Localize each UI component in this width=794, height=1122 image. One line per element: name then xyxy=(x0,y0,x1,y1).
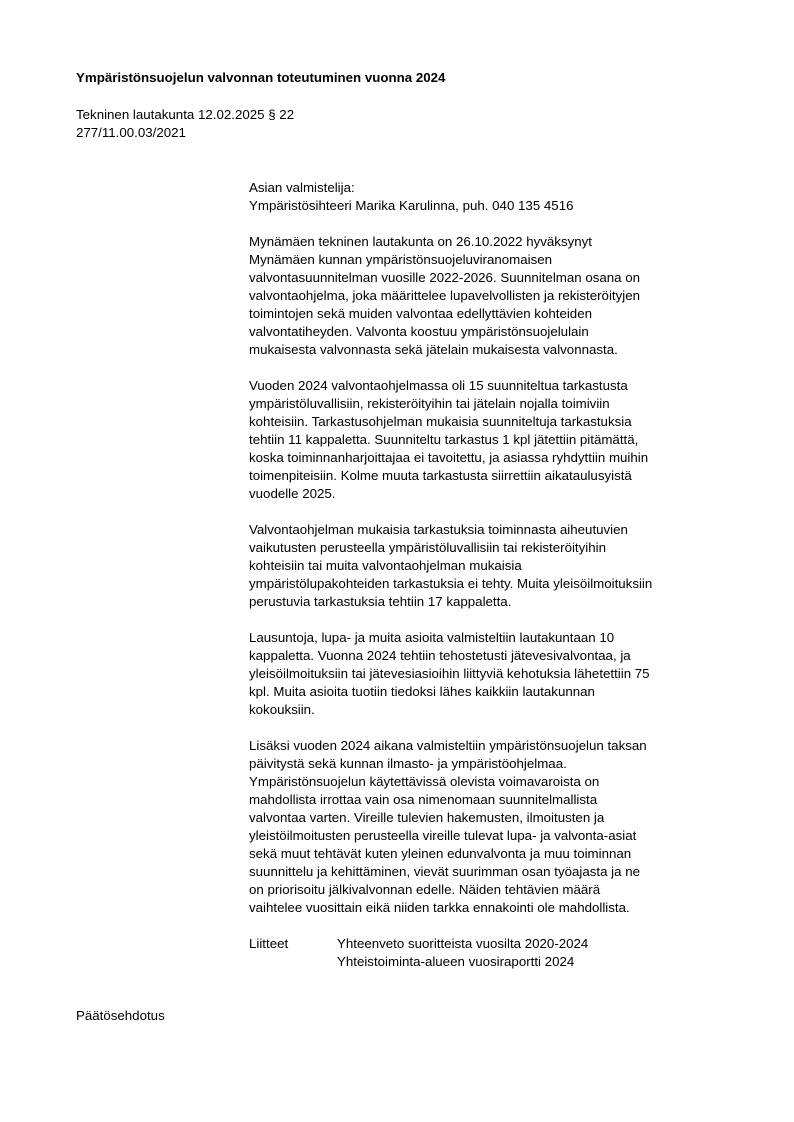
attachments-list xyxy=(337,935,588,971)
paragraph-line: kohteisiin. Tarkastusohjelman mukaisia suunniteltuja tarkastuksia xyxy=(249,414,632,429)
preparer-label: Asian valmistelija: xyxy=(249,180,355,195)
paragraph-line: valvontasuunnitelman vuosille 2022-2026. Suunnitelman osana on xyxy=(249,270,641,285)
paragraph-3 xyxy=(249,521,739,611)
paragraph-line: on priorisoitu jälkivalvonnan edelle. Näiden tehtävien määrä xyxy=(249,882,601,897)
paragraph-line: ympäristölupakohteiden tarkastuksia ei tehty. Muita yleisöilmoituksiin xyxy=(249,576,653,591)
paragraph-line: Mynämäen tekninen lautakunta on 26.10.2022 hyväksynyt xyxy=(249,234,592,249)
meeting-meta xyxy=(76,106,294,142)
attachment-item: Yhteenveto suoritteista vuosilta 2020-2024 xyxy=(337,936,589,951)
attachment-item: Yhteistoiminta-alueen vuosiraportti 2024 xyxy=(337,954,575,969)
paragraph-line: kohteisiin tai muita valvontaohjelman mukaisia xyxy=(249,558,522,573)
paragraph-line: ympäristöluvallisiin, rekisteröityihin tai jätelain nojalla toimiviin xyxy=(249,396,610,411)
paragraph-line: perustuvia tarkastuksia tehtiin 17 kappaletta. xyxy=(249,594,512,609)
paragraph-line: koska toiminnanharjoittajaa ei tavoitettu, ja asiassa ryhdyttiin muihin xyxy=(249,450,649,465)
paragraph-line: toimintojen sekä muiden valvontaa edellyttävien kohteiden xyxy=(249,306,592,321)
paragraph-line: tehtiin 11 kappaletta. Suunniteltu tarkastus 1 kpl jätettiin pitämättä, xyxy=(249,432,639,447)
paragraph-line: Lausuntoja, lupa- ja muita asioita valmisteltiin lautakuntaan 10 xyxy=(249,630,615,645)
paragraph-line: kokouksiin. xyxy=(249,702,315,717)
attachments xyxy=(249,935,739,971)
paragraph-line: Ympäristönsuojelun käytettävissä olevista voimavaroista on xyxy=(249,774,600,789)
paragraph-line: vaikutusten perusteella ympäristöluvallisiin tai rekisteröityihin xyxy=(249,540,606,555)
paragraph-4 xyxy=(249,629,739,719)
paragraph-line: yleisöilmoituksiin tai jätevesiasioihin liittyviä kehotuksia lähetettiin 75 xyxy=(249,666,650,681)
paragraph-line: Valvontaohjelman mukaisia tarkastuksia toiminnasta aiheutuvien xyxy=(249,522,628,537)
paragraph-line: vuodelle 2025. xyxy=(249,486,336,501)
paragraph-line: suunnittelu ja kehittäminen, vievät suurimman osan työajasta ja ne xyxy=(249,864,640,879)
paragraph-line: vaihtelee vuosittain eikä niiden tarkka ennakointi ole mahdollista. xyxy=(249,900,630,915)
paragraph-line: valvontatiheyden. Valvonta koostuu ympäristönsuojelulain xyxy=(249,324,589,339)
paragraph-line: yleistöilmoitusten perusteella vireille tulevat lupa- ja valvonta-asiat xyxy=(249,828,637,843)
decision-heading: Päätösehdotus xyxy=(76,1008,165,1023)
paragraph-2 xyxy=(249,377,739,503)
meeting-reference: Tekninen lautakunta 12.02.2025 § 22 xyxy=(76,107,295,122)
paragraph-line: kappaletta. Vuonna 2024 tehtiin tehostetusti jätevesivalvontaa, ja xyxy=(249,648,631,663)
paragraph-line: Vuoden 2024 valvontaohjelmassa oli 15 suunniteltua tarkastusta xyxy=(249,378,628,393)
paragraph-line: Lisäksi vuoden 2024 aikana valmisteltiin ympäristönsuojelun taksan xyxy=(249,738,647,753)
paragraph-5 xyxy=(249,737,739,917)
paragraph-line: kpl. Muita asioita tuotiin tiedoksi lähes kaikkiin lautakunnan xyxy=(249,684,595,699)
paragraph-1 xyxy=(249,233,739,359)
paragraph-line: toimenpiteisiin. Kolme muuta tarkastusta siirrettiin aikataulusyistä xyxy=(249,468,632,483)
paragraph-line: valvontaohjelma, joka määrittelee lupavelvollisten ja rekisteröityjen xyxy=(249,288,640,303)
paragraph-line: sekä muut tehtävät kuten yleinen edunvalvonta ja muu toiminnan xyxy=(249,846,632,861)
document-body xyxy=(249,179,739,971)
case-number: 277/11.00.03/2021 xyxy=(76,125,186,140)
paragraph-line: päivitystä sekä kunnan ilmasto- ja ympäristöohjelmaa. xyxy=(249,756,567,771)
paragraph-line: Mynämäen kunnan ympäristönsuojeluviranomaisen xyxy=(249,252,553,267)
paragraph-line: mukaisesta valvonnasta sekä jätelain mukaisesta valvonnasta. xyxy=(249,342,618,357)
preparer-name: Ympäristösihteeri Marika Karulinna, puh. 040 135 4516 xyxy=(249,198,574,213)
document-title: Ympäristönsuojelun valvonnan toteutuminen vuonna 2024 xyxy=(76,70,446,85)
paragraph-line: valvontaa varten. Vireille tulevien hakemusten, ilmoitusten ja xyxy=(249,810,605,825)
attachments-label: Liitteet xyxy=(249,936,289,951)
paragraph-line: mahdollista irrottaa vain osa nimenomaan suunnitelmallista xyxy=(249,792,598,807)
